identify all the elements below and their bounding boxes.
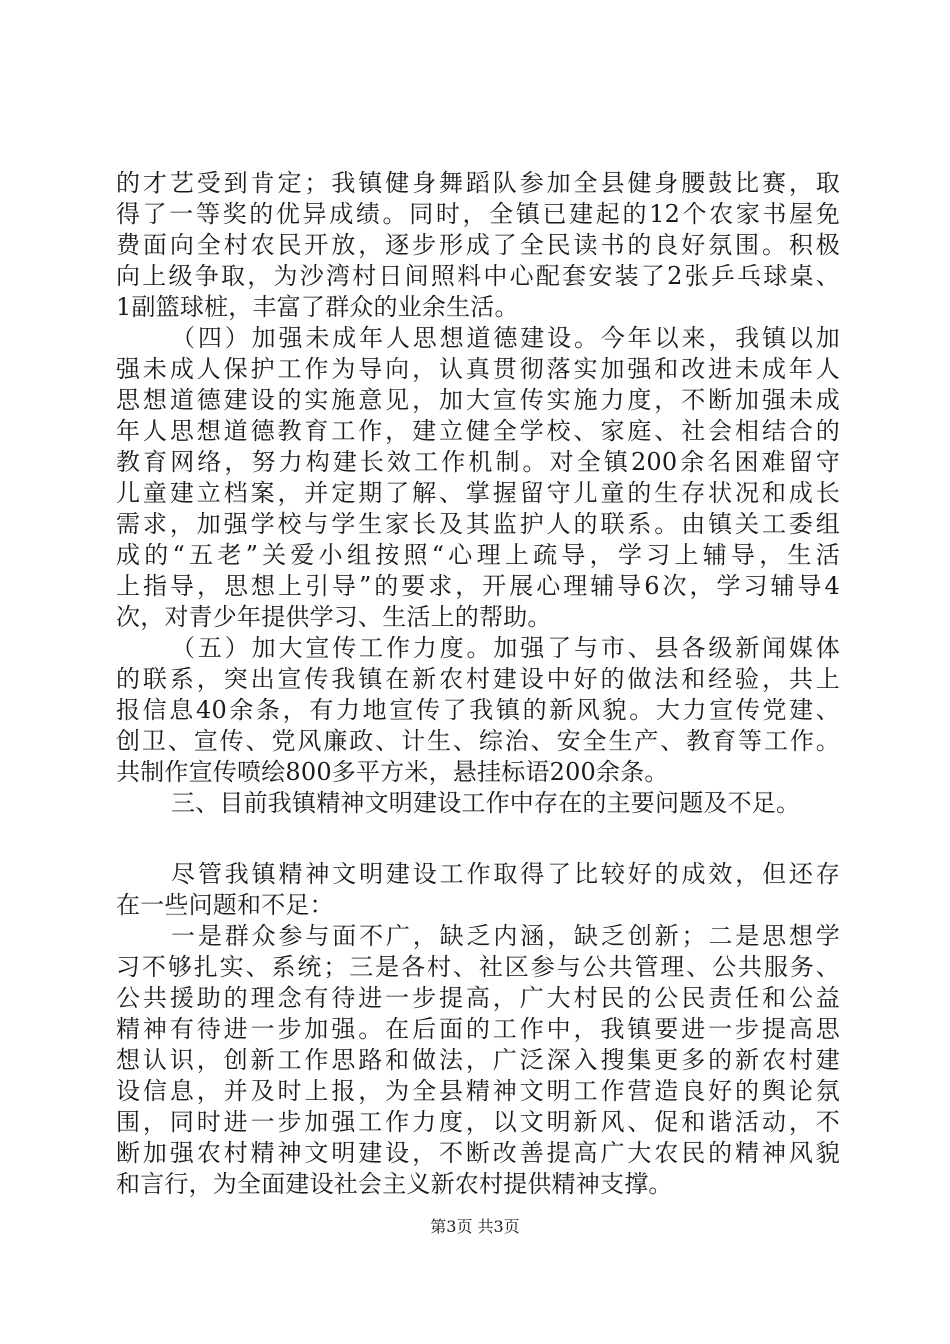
- text-line: （四）加强未成年人思想道德建设。今年以来，我镇以加: [171, 324, 840, 352]
- text-line: 创卫、宣传、党风廉政、计生、综治、安全生产、教育等工作。: [116, 727, 840, 755]
- text-line: 设信息，并及时上报，为全县精神文明工作营造良好的舆论氛: [116, 1077, 840, 1105]
- text-line: 儿童建立档案，并定期了解、掌握留守儿童的生存状况和成长: [116, 479, 840, 507]
- text-line: 年人思想道德教育工作，建立健全学校、家庭、社会相结合的: [116, 417, 840, 445]
- text-line: 的联系，突出宣传我镇在新农村建设中好的做法和经验，共上: [116, 665, 840, 693]
- page-footer: 第3页 共3页: [430, 1217, 520, 1236]
- paragraph-gap: [116, 819, 840, 859]
- paragraph: [116, 633, 840, 788]
- text-line: 需求，加强学校与学生家长及其监护人的联系。由镇关工委组: [116, 510, 840, 538]
- document-body: [116, 168, 840, 1200]
- text-line: （五）加大宣传工作力度。加强了与市、县各级新闻媒体: [171, 634, 840, 662]
- text-line: 共制作宣传喷绘800多平方米，悬挂标语200余条。: [116, 758, 669, 786]
- text-line: 成的“五老”关爱小组按照“心理上疏导，学习上辅导，生活: [116, 541, 840, 569]
- text-line: 一是群众参与面不广，缺乏内涵，缺乏创新；二是思想学: [171, 922, 840, 950]
- text-line: 想认识，创新工作思路和做法，广泛深入搜集更多的新农村建: [116, 1046, 840, 1074]
- text-line: 上指导，思想上引导”的要求，开展心理辅导6次，学习辅导4: [116, 572, 840, 600]
- text-line: 习不够扎实、系统；三是各村、社区参与公共管理、公共服务、: [116, 953, 840, 981]
- paragraph: [116, 323, 840, 633]
- paragraph: [116, 788, 840, 819]
- text-line: 三、目前我镇精神文明建设工作中存在的主要问题及不足。: [171, 789, 801, 817]
- paragraph: [116, 859, 840, 921]
- text-line: 强未成人保护工作为导向，认真贯彻落实加强和改进未成年人: [116, 355, 840, 383]
- text-line: 报信息40余条，有力地宣传了我镇的新风貌。大力宣传党建、: [116, 696, 840, 724]
- text-line: 的才艺受到肯定；我镇健身舞蹈队参加全县健身腰鼓比赛，取: [116, 169, 840, 197]
- text-line: 得了一等奖的优异成绩。同时，全镇已建起的12个农家书屋免: [116, 200, 840, 228]
- text-line: 1副篮球桩，丰富了群众的业余生活。: [116, 293, 519, 321]
- text-line: 教育网络，努力构建长效工作机制。对全镇200余名困难留守: [116, 448, 840, 476]
- text-line: 向上级争取，为沙湾村日间照料中心配套安装了2张乒乓球桌、: [116, 262, 840, 290]
- text-line: 思想道德建设的实施意见，加大宣传实施力度，不断加强未成: [116, 386, 840, 414]
- text-line: 断加强农村精神文明建设，不断改善提高广大农民的精神风貌: [116, 1139, 840, 1167]
- text-line: 在一些问题和不足：: [116, 891, 334, 919]
- text-line: 次，对青少年提供学习、生活上的帮助。: [116, 603, 552, 631]
- text-line: 公共援助的理念有待进一步提高，广大村民的公民责任和公益: [116, 984, 840, 1012]
- text-line: 尽管我镇精神文明建设工作取得了比较好的成效，但还存: [171, 860, 840, 888]
- paragraph: [116, 921, 840, 1200]
- text-line: 围，同时进一步加强工作力度，以文明新风、促和谐活动，不: [116, 1108, 840, 1136]
- paragraph: [116, 168, 840, 323]
- text-line: 费面向全村农民开放，逐步形成了全民读书的良好氛围。积极: [116, 231, 840, 259]
- text-line: 和言行，为全面建设社会主义新农村提供精神支撑。: [116, 1170, 673, 1198]
- text-line: 精神有待进一步加强。在后面的工作中，我镇要进一步提高思: [116, 1015, 840, 1043]
